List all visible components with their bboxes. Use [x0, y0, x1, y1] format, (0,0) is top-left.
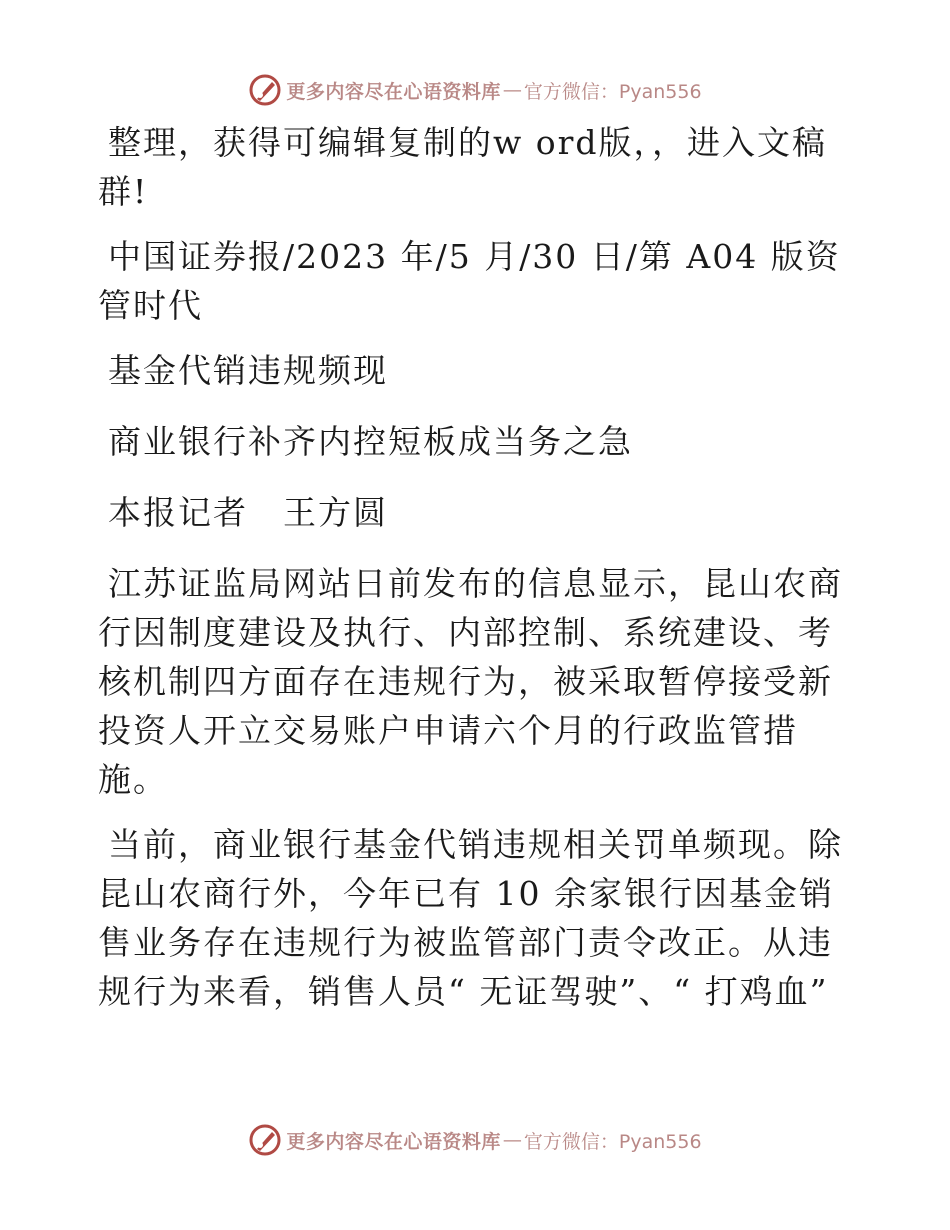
source-line: 中国证券报/2023 年/5 月/30 日/第 A04 版资管时代 [98, 237, 841, 325]
byline: 本报记者 王方圆 [108, 493, 388, 532]
body-paragraph: 当前，商业银行基金代销违规相关罚单频现。除昆山农商行外，今年已有 10 余家银行因基金销售业务存在违规行为被监管部门责令改正。从违规行为来看，销售人员“ 无证驾驶”、“ 打鸡血” [98, 825, 843, 1011]
document-body [98, 118, 850, 1032]
pen-circle-logo-icon [248, 73, 282, 107]
watermark-contact: 官方微信：Pyan556 [523, 1130, 702, 1153]
watermark-text: 更多内容尽在心语资料库 [286, 1130, 501, 1153]
watermark-contact: 官方微信：Pyan556 [523, 80, 702, 103]
watermark-separator: — [502, 79, 522, 101]
watermark-text: 更多内容尽在心语资料库 [286, 80, 501, 103]
article-subtitle: 商业银行补齐内控短板成当务之急 [108, 422, 633, 461]
watermark-header [0, 70, 950, 110]
pen-circle-logo-icon [248, 1123, 282, 1157]
article-title: 基金代销违规频现 [108, 351, 388, 390]
body-paragraph: 江苏证监局网站日前发布的信息显示，昆山农商行因制度建设及执行、内部控制、系统建设、考核机制四方面存在违规行为，被采取暂停接受新投资人开立交易账户申请六个月的行政监管措施。 [98, 564, 843, 799]
intro-paragraph: 整理，获得可编辑复制的w ord版，，进入文稿群! [98, 123, 828, 211]
watermark-footer [0, 1120, 950, 1160]
watermark-separator: — [502, 1129, 522, 1151]
